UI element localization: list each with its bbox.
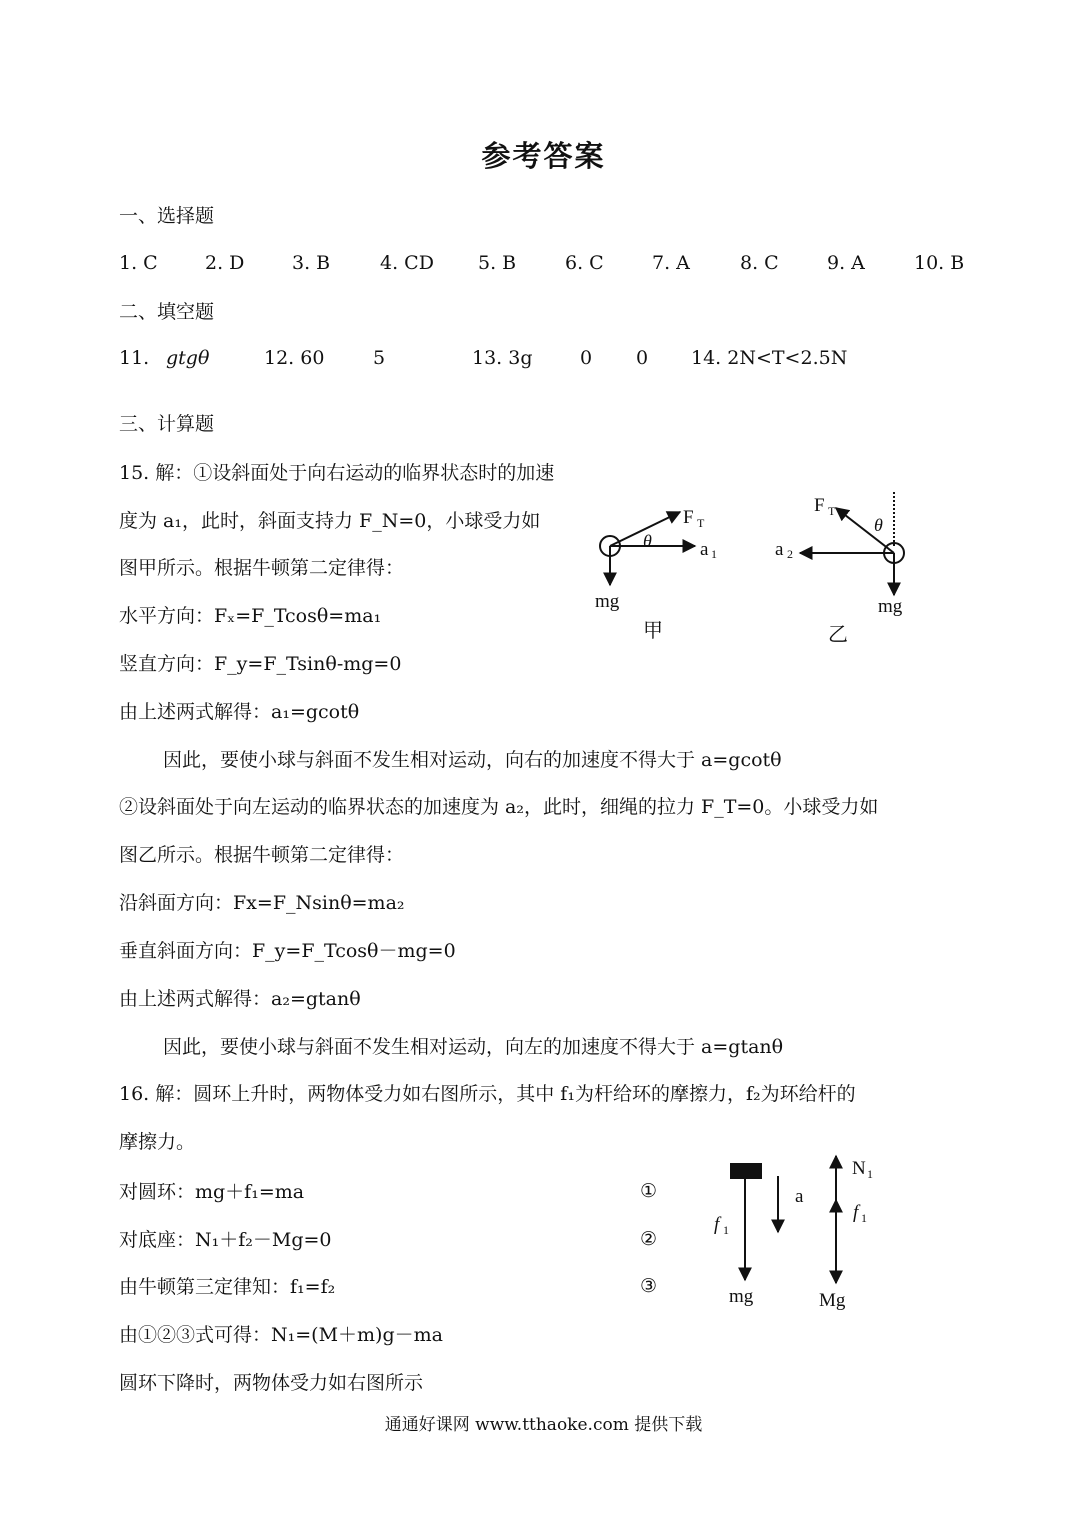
fill-q12-answer: 12. 60 bbox=[264, 347, 325, 369]
section-heading-calc: 三、计算题 bbox=[119, 413, 215, 435]
figure-ring-force-diagram bbox=[705, 1150, 895, 1320]
label-f: F bbox=[814, 495, 825, 516]
figure-jia-force-diagram bbox=[585, 495, 735, 645]
label-mg: mg bbox=[878, 596, 903, 617]
figure-caption: 甲 bbox=[643, 620, 663, 642]
fill-q13-answer-c: 0 bbox=[636, 347, 649, 369]
choice-answer: 1. C bbox=[119, 252, 158, 274]
label-theta: θ bbox=[874, 515, 883, 535]
p15-line: 由上述两式解得：a₁=gcotθ bbox=[119, 701, 360, 723]
label-sub-2: 2 bbox=[787, 547, 793, 561]
equation-mark-3: ③ bbox=[640, 1275, 658, 1297]
choice-answer: 4. CD bbox=[380, 252, 434, 274]
fill-q11-number: 11. bbox=[119, 347, 150, 369]
p15-line: 由上述两式解得：a₂=gtanθ bbox=[119, 988, 361, 1010]
fill-q13-answer-b: 0 bbox=[580, 347, 593, 369]
ring-block bbox=[730, 1163, 762, 1179]
label-a: a bbox=[795, 1186, 804, 1207]
p16-line: 对圆环：mg＋f₁=ma bbox=[119, 1181, 305, 1203]
figure-caption: 乙 bbox=[828, 624, 848, 646]
p16-line: 摩擦力。 bbox=[119, 1131, 196, 1153]
choice-answer: 2. D bbox=[205, 252, 245, 274]
choice-answer: 6. C bbox=[565, 252, 604, 274]
p15-line: 竖直方向：F_y=F_Tsinθ-mg=0 bbox=[119, 653, 402, 675]
page-title: 参考答案 bbox=[481, 139, 606, 173]
label-f: f bbox=[714, 1214, 720, 1235]
label-sub-1: 1 bbox=[861, 1211, 867, 1225]
p15-line: 沿斜面方向：Fx=F_Nsinθ=ma₂ bbox=[119, 892, 405, 914]
choice-answer: 7. A bbox=[652, 252, 690, 274]
choice-answer: 5. B bbox=[478, 252, 517, 274]
p16-line: 圆环下降时，两物体受力如右图所示 bbox=[119, 1372, 424, 1394]
label-sub-1: 1 bbox=[723, 1223, 729, 1237]
p15-line: 图乙所示。根据牛顿第二定律得： bbox=[119, 844, 405, 866]
page-footer: 通通好课网 www.tthaoke.com 提供下载 bbox=[384, 1415, 703, 1435]
label-a: a bbox=[775, 539, 784, 560]
choice-answer: 3. B bbox=[292, 252, 331, 274]
p16-line: 由①②③式可得：N₁=(M＋m)g－ma bbox=[119, 1324, 443, 1346]
equation-mark-1: ① bbox=[640, 1180, 658, 1202]
p15-line: 图甲所示。根据牛顿第二定律得： bbox=[119, 557, 405, 579]
label-sub-t: T bbox=[828, 504, 836, 518]
fill-q14-answer: 14. 2N<T<2.5N bbox=[691, 347, 848, 369]
label-f: f bbox=[853, 1202, 859, 1223]
p15-line: 垂直斜面方向：F_y=F_Tcosθ－mg=0 bbox=[119, 940, 456, 962]
fill-q13-answer: 13. 3g bbox=[472, 347, 533, 369]
figure-yi-force-diagram bbox=[770, 487, 920, 647]
normal-force-arrow bbox=[836, 508, 894, 553]
choice-answer: 8. C bbox=[740, 252, 779, 274]
fill-q12-answer-b: 5 bbox=[373, 347, 386, 369]
label-f: F bbox=[683, 507, 694, 528]
section-heading-fill: 二、填空题 bbox=[119, 301, 215, 323]
p15-line: ②设斜面处于向左运动的临界状态的加速度为 a₂，此时，细绳的拉力 F_T=0。小球受力如 bbox=[119, 796, 879, 818]
p16-line: 对底座：N₁＋f₂－Mg=0 bbox=[119, 1229, 332, 1251]
label-mg: mg bbox=[595, 591, 620, 612]
equation-mark-2: ② bbox=[640, 1228, 658, 1250]
label-mg: mg bbox=[729, 1286, 754, 1307]
p15-line: 因此，要使小球与斜面不发生相对运动，向右的加速度不得大于 a=gcotθ bbox=[163, 749, 782, 771]
label-mg-base: Mg bbox=[819, 1290, 846, 1311]
label-sub-1: 1 bbox=[867, 1167, 873, 1181]
choice-answer: 10. B bbox=[914, 252, 965, 274]
label-sub-t: T bbox=[697, 516, 705, 530]
p15-line: 因此，要使小球与斜面不发生相对运动，向左的加速度不得大于 a=gtanθ bbox=[163, 1036, 784, 1058]
label-sub-1: 1 bbox=[711, 547, 717, 561]
p16-line: 由牛顿第三定律知：f₁=f₂ bbox=[119, 1276, 336, 1298]
p15-line: 水平方向：Fₓ=F_Tcosθ=ma₁ bbox=[119, 605, 382, 627]
p15-line: 15. 解：①设斜面处于向右运动的临界状态时的加速 bbox=[119, 462, 555, 484]
p16-line: 16. 解：圆环上升时，两物体受力如右图所示，其中 f₁为杆给环的摩擦力，f₂为环给杆的 bbox=[119, 1083, 856, 1105]
label-theta: θ bbox=[643, 531, 652, 551]
section-heading-choice: 一、选择题 bbox=[119, 205, 215, 227]
label-n: N bbox=[852, 1158, 866, 1179]
choice-answer: 9. A bbox=[827, 252, 865, 274]
label-a: a bbox=[700, 539, 709, 560]
p15-line: 度为 a₁，此时，斜面支持力 F_N=0，小球受力如 bbox=[119, 510, 541, 532]
fill-q11-answer: gtgθ bbox=[166, 347, 210, 369]
